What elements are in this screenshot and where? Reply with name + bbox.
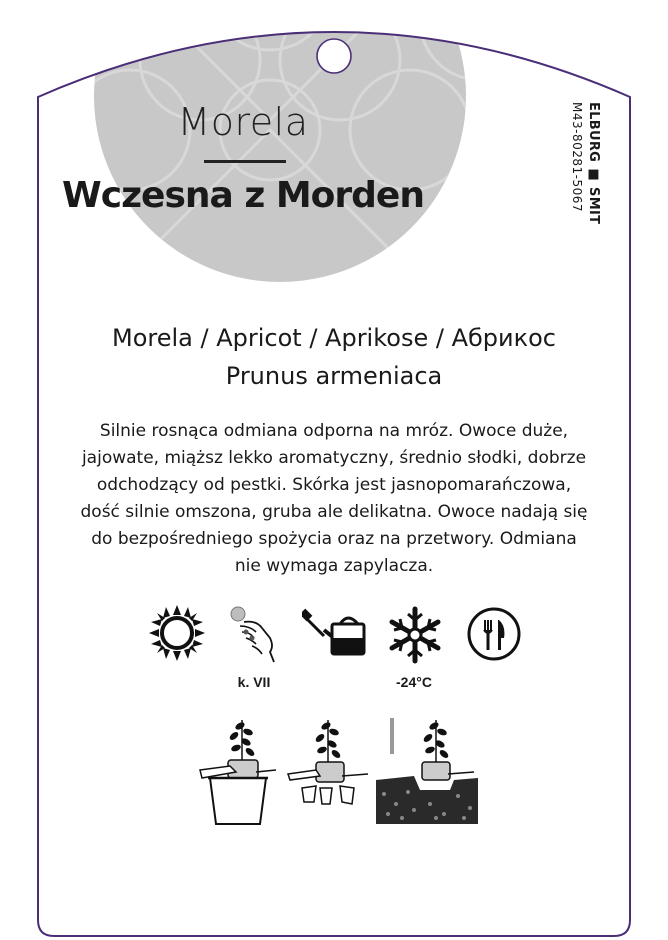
frost-hardiness-label: -24°C (396, 674, 432, 690)
latin-name: Prunus armeniaca (225, 362, 443, 390)
brand-label: ELBURG ■ SMIT (586, 102, 601, 225)
product-code: M43-80281-5067 (570, 102, 584, 212)
watering-can-icon (302, 608, 368, 658)
hanging-hole (317, 39, 351, 73)
container-planting-icon (286, 714, 370, 826)
pot-removal-icon (196, 714, 280, 826)
title-divider (204, 160, 286, 163)
sun-icon (148, 604, 206, 662)
common-names: Morela / Apricot / Aprikose / Абрикос (112, 324, 556, 352)
ground-planting-icon (374, 714, 478, 826)
harvest-time-label: k. VII (237, 674, 271, 690)
plant-genus-title: Morela (177, 100, 309, 144)
harvest-hand-icon (226, 602, 282, 664)
cutlery-icon (466, 606, 522, 662)
description: Silnie rosnąca odmiana odporna na mróz. Owoce duże, jajowate, miąższ lekko aromatyczny, średnio słodki, dobrze odchodzący od pestki. Skórka jest jasnopomarańczowa, dość silnie omszona, gruba ale delikatna. Owoce nadają się do bezpośredniego spożycia oraz na przetwory. Odmiana nie wymaga zapylacza. (80, 421, 588, 576)
cultivar-title: Wczesna z Morden (62, 175, 424, 216)
snowflake-icon (386, 606, 444, 664)
